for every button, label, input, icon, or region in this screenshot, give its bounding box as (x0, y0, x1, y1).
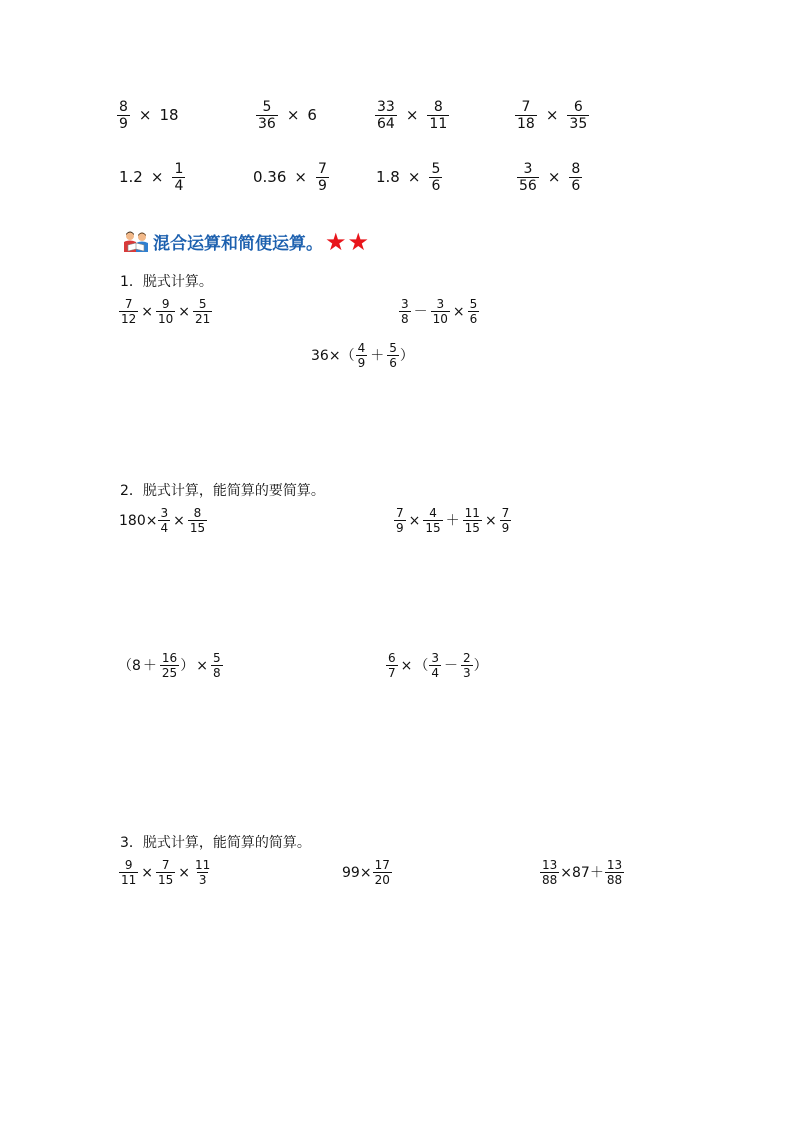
q2-expression-4 (385, 652, 488, 679)
times-sign: × (408, 512, 421, 529)
fraction: $\frac{9}{10}$ (158, 297, 174, 326)
times-sign: × (400, 657, 413, 674)
right-paren: ） (180, 657, 195, 674)
exercise-r2-c3 (376, 162, 443, 193)
exercise-r2-c2 (253, 162, 330, 193)
fraction: $\frac{5}{21}$ (195, 297, 211, 326)
fraction: $\frac{5}{6}$ (469, 297, 478, 326)
exercise-r1-c3 (374, 100, 450, 131)
times-sign: × (560, 864, 573, 881)
times-sign: × (150, 168, 164, 186)
number: 1.2 (119, 168, 143, 186)
number: 18 (159, 106, 179, 124)
exercise-r2-c1 (119, 162, 186, 193)
left-paren: （ (118, 657, 132, 674)
exercise-r1-c2 (255, 100, 317, 131)
number: 8 (132, 657, 141, 674)
left-paren: （ (340, 347, 355, 364)
fraction: $\frac{3}{8}$ (401, 297, 409, 326)
exercise-r1-c4 (514, 100, 590, 131)
fraction: $\frac{33}{64}$ (377, 99, 395, 132)
question-1-label: 1．脱式计算。 (120, 274, 213, 290)
times-sign: × (178, 303, 191, 320)
fraction: $\frac{11}{15}$ (464, 506, 480, 535)
q2-expression-2 (393, 507, 512, 534)
fraction: $\frac{8}{11}$ (429, 99, 448, 132)
fraction: $\frac{7}{12}$ (121, 297, 137, 326)
exercise-r1-c1 (116, 100, 179, 131)
fraction: $\frac{7}{15}$ (158, 858, 174, 887)
fraction: $\frac{2}{3}$ (463, 651, 471, 680)
fraction: $\frac{3}{4}$ (431, 651, 440, 680)
fraction: $\frac{5}{6}$ (389, 341, 397, 370)
fraction: $\frac{3}{4}$ (160, 506, 169, 535)
fraction: $\frac{7}{9}$ (317, 161, 327, 194)
q3-expression-2 (342, 859, 393, 886)
fraction: $\frac{1}{4}$ (174, 161, 184, 194)
fraction: $\frac{3}{56}$ (519, 161, 537, 194)
fraction: $\frac{6}{35}$ (569, 99, 588, 132)
fraction: $\frac{13}{88}$ (542, 858, 558, 887)
fraction: $\frac{7}{9}$ (396, 506, 404, 535)
fraction: $\frac{3}{10}$ (432, 297, 448, 326)
fraction: $\frac{7}{18}$ (517, 99, 535, 132)
times-sign: × (484, 512, 497, 529)
fraction: $\frac{17}{20}$ (374, 858, 390, 887)
times-sign: × (145, 512, 158, 529)
reading-children-icon (121, 230, 151, 254)
minus-sign: － (444, 657, 459, 674)
star-icon: ★ (347, 227, 370, 256)
q3-expression-1 (118, 859, 213, 886)
times-sign: × (407, 168, 421, 186)
number: 87 (572, 864, 590, 881)
q2-expression-3 (118, 652, 224, 679)
times-sign: × (328, 347, 341, 364)
plus-sign: ＋ (445, 512, 460, 529)
right-paren: ） (473, 657, 488, 674)
times-sign: × (294, 168, 307, 186)
times-sign: × (359, 864, 372, 881)
times-sign: × (138, 106, 152, 124)
fraction: $\frac{4}{9}$ (357, 341, 366, 370)
number: 36 (311, 347, 329, 364)
fraction: $\frac{16}{25}$ (161, 651, 178, 680)
fraction: $\frac{6}{7}$ (388, 651, 396, 680)
plus-sign: ＋ (142, 657, 157, 674)
times-sign: × (547, 168, 561, 186)
times-sign: × (286, 106, 300, 124)
fraction: $\frac{5}{8}$ (212, 651, 221, 680)
section-heading (121, 229, 369, 254)
question-2-label: 2．脱式计算，能简算的要简算。 (120, 483, 325, 499)
fraction: $\frac{5}{36}$ (258, 99, 276, 132)
number: 99 (342, 864, 360, 881)
fraction: $\frac{7}{9}$ (501, 506, 510, 535)
q1-expression-3 (311, 342, 414, 369)
fraction: $\frac{8}{15}$ (189, 506, 206, 535)
star-icon: ★ (325, 227, 347, 256)
times-sign: × (141, 864, 154, 881)
times-sign: × (196, 657, 208, 674)
q3-expression-3 (539, 859, 625, 886)
q1-expression-2 (398, 298, 480, 325)
times-sign: × (452, 303, 465, 320)
number: 180 (119, 512, 146, 529)
left-paren: （ (414, 657, 429, 674)
number: 0.36 (253, 168, 287, 186)
number: 6 (307, 106, 317, 124)
plus-sign: ＋ (589, 864, 604, 881)
fraction: $\frac{11}{3}$ (195, 858, 211, 887)
times-sign: × (178, 864, 191, 881)
times-sign: × (545, 106, 559, 124)
number: 1.8 (376, 168, 400, 186)
fraction: $\frac{8}{6}$ (571, 161, 581, 194)
fraction: $\frac{8}{9}$ (119, 99, 128, 132)
q1-expression-1 (118, 298, 213, 325)
plus-sign: ＋ (370, 347, 385, 364)
fraction: $\frac{9}{11}$ (121, 858, 137, 887)
exercise-r2-c4 (516, 162, 583, 193)
times-sign: × (173, 512, 185, 529)
times-sign: × (405, 106, 419, 124)
times-sign: × (141, 303, 154, 320)
right-paren: ） (399, 347, 414, 364)
fraction: $\frac{5}{6}$ (431, 161, 441, 194)
question-3-label: 3．脱式计算，能简算的简算。 (120, 835, 311, 851)
q2-expression-1 (119, 507, 208, 534)
fraction: $\frac{13}{88}$ (606, 858, 623, 887)
section-title: 混合运算和简便运算。 (153, 234, 323, 254)
minus-sign: － (413, 303, 428, 320)
fraction: $\frac{4}{15}$ (425, 506, 441, 535)
